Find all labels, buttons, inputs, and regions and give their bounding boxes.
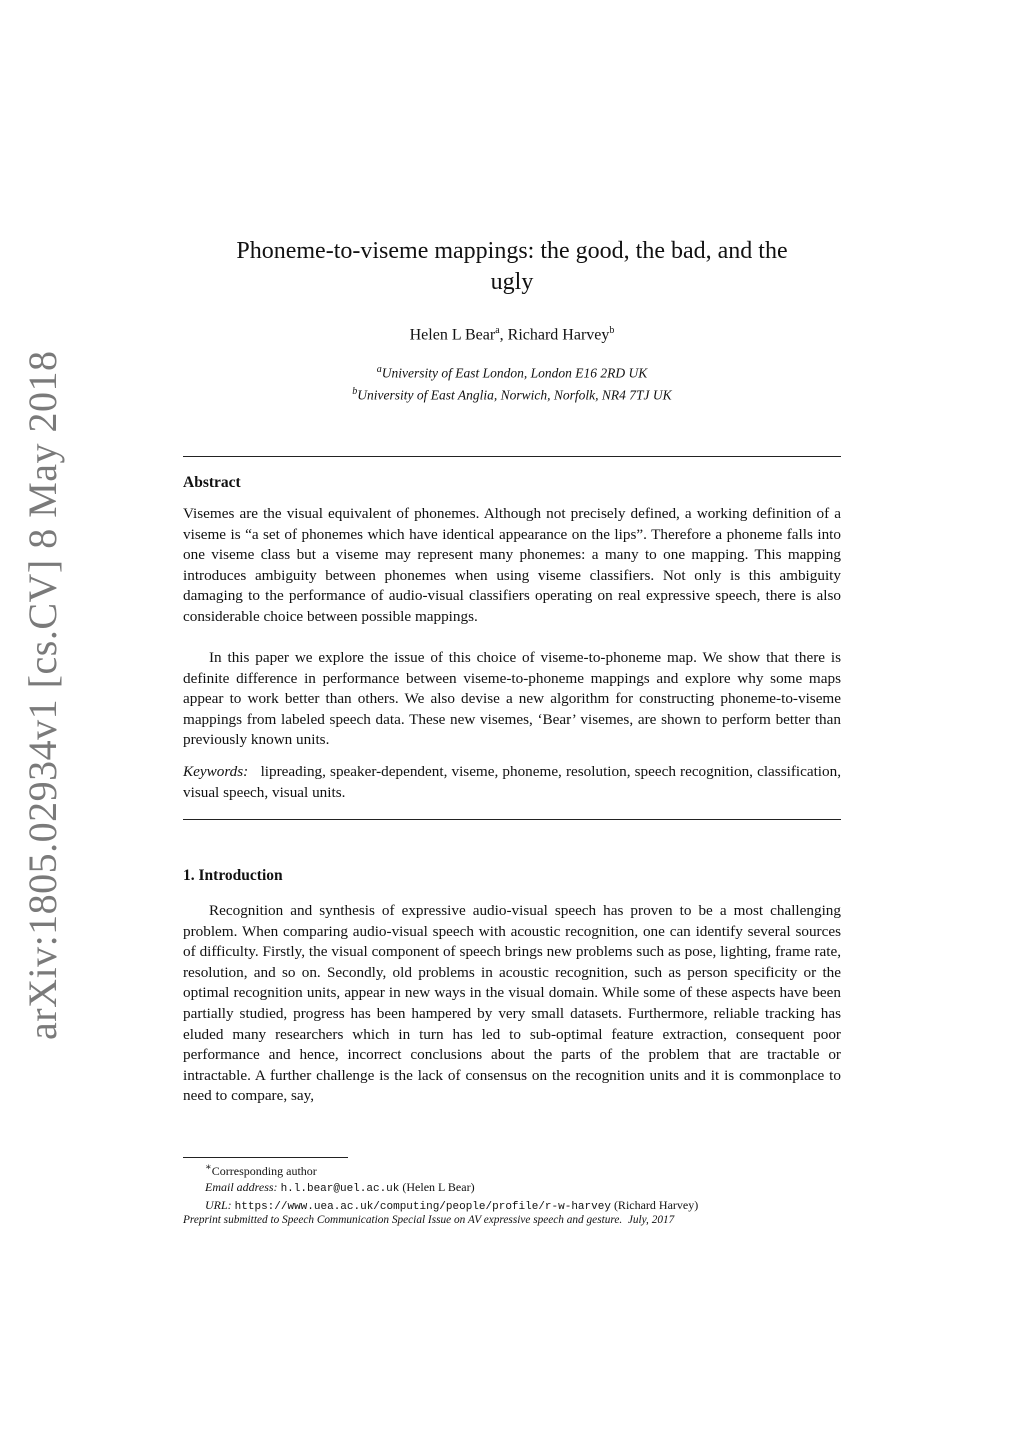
keywords-label: Keywords: [183,763,249,780]
keywords [183,762,841,803]
introduction-paragraph: Recognition and synthesis of expressive audio-visual speech has proven to be a most challenging problem. When comparing audio-visual speech with acoustic recognition, one can identify several sources of difficulty. Firstly, the visual component of speech brings new problems such as pose, lighting, frame rate, resolution, and so on. Secondly, old problems in acoustic recognition, such as person specificity or the optimal recognition units, appear in new ways in the visual domain. While some of these aspects have been partially studied, progress has been hampered by very small datasets. Furthermore, reliable tracking has eluded many researchers which in turn has led to sub-optimal feature extraction, consequent poor performance and hence, incorrect conclusions about the parts of the problem that are tractable or intractable. A further challenge is the lack of consensus on the recognition units and it is commonplace to need to compare, say, [183,902,841,1105]
footnote-corresponding [205,1160,865,1179]
preprint-note [183,1214,863,1226]
author-name: Richard Harvey [507,326,610,344]
author-list: Helen L Bear$^a$, Richard Harvey$^b$ [409,325,615,344]
footnote-url [205,1197,865,1215]
section-heading-introduction: 1. Introduction [183,867,283,884]
affiliation-line [183,361,841,383]
abstract-top-rule [183,456,841,457]
url-owner: (Richard Harvey) [613,1198,699,1212]
affiliation-text: University of East London, London E16 2RD UK [381,365,648,381]
footnotes [205,1160,865,1215]
abstract-heading: Abstract [183,474,241,491]
author-affiliation-mark: b [609,325,615,336]
abstract-paragraph-2: In this paper we explore the issue of this choice of viseme-to-phoneme map. We show that there is definite difference in performance between viseme-to-phoneme mappings and explore why some maps appear to work better than others. We also devise a new algorithm for constructing phoneme-to-viseme mappings from labeled speech data. These new visemes, ‘Bear’ visemes, are shown to perform better than previously known units. [183,649,841,749]
footnote-corresponding-text: Corresponding author [211,1164,317,1178]
paper-title [183,236,841,298]
author-affiliation-mark: a [495,325,500,336]
url-link[interactable]: https://www.uea.ac.uk/computing/people/profile/r-w-harvey [234,1201,611,1213]
email-label: Email address: [205,1180,278,1194]
preprint-date: July, 2017 [627,1214,675,1226]
affiliation-line [183,383,841,405]
affiliation-mark: a [376,364,382,375]
footnote-email [205,1179,865,1197]
affiliation-mark: b [352,385,358,397]
author-name: Helen L Bear [409,326,496,344]
url-label: URL: [205,1198,232,1212]
abstract-bottom-rule [183,819,841,820]
abstract-paragraph-1: Visemes are the visual equivalent of phonemes. Although not precisely defined, a working definition of a viseme is “a set of phonemes which have identical appearance on the lips”. Therefore a phoneme falls into one viseme class but a viseme may represent many phonemes: a many to one mapping. This mapping introduces ambiguity between phonemes when using viseme classifiers. Not only is this ambiguity damaging to the performance of audio-visual classifiers operating on real expressive speech, there is also considerable choice between possible mappings. [183,505,841,625]
affiliations [183,361,841,404]
footnote-mark: ∗ [205,1162,212,1173]
preprint-text: Preprint submitted to Speech Communication Special Issue on AV expressive speech and gesture. [183,1214,623,1226]
keywords-text: lipreading, speaker-dependent, viseme, phoneme, resolution, speech recognition, classification, visual speech, visual units. [183,763,842,801]
email-owner: (Helen L Bear) [402,1180,475,1194]
arxiv-identifier: arXiv:1805.02934v1 [cs.CV] 8 May 2018 [20,350,65,1040]
email-link[interactable]: h.l.bear@uel.ac.uk [280,1183,400,1195]
title-line-2: ugly [490,269,534,295]
footnote-rule [183,1157,348,1158]
affiliation-text: University of East Anglia, Norwich, Norfolk, NR4 7TJ UK [357,387,672,402]
title-line-1: Phoneme-to-viseme mappings: the good, the bad, and the [236,238,788,264]
